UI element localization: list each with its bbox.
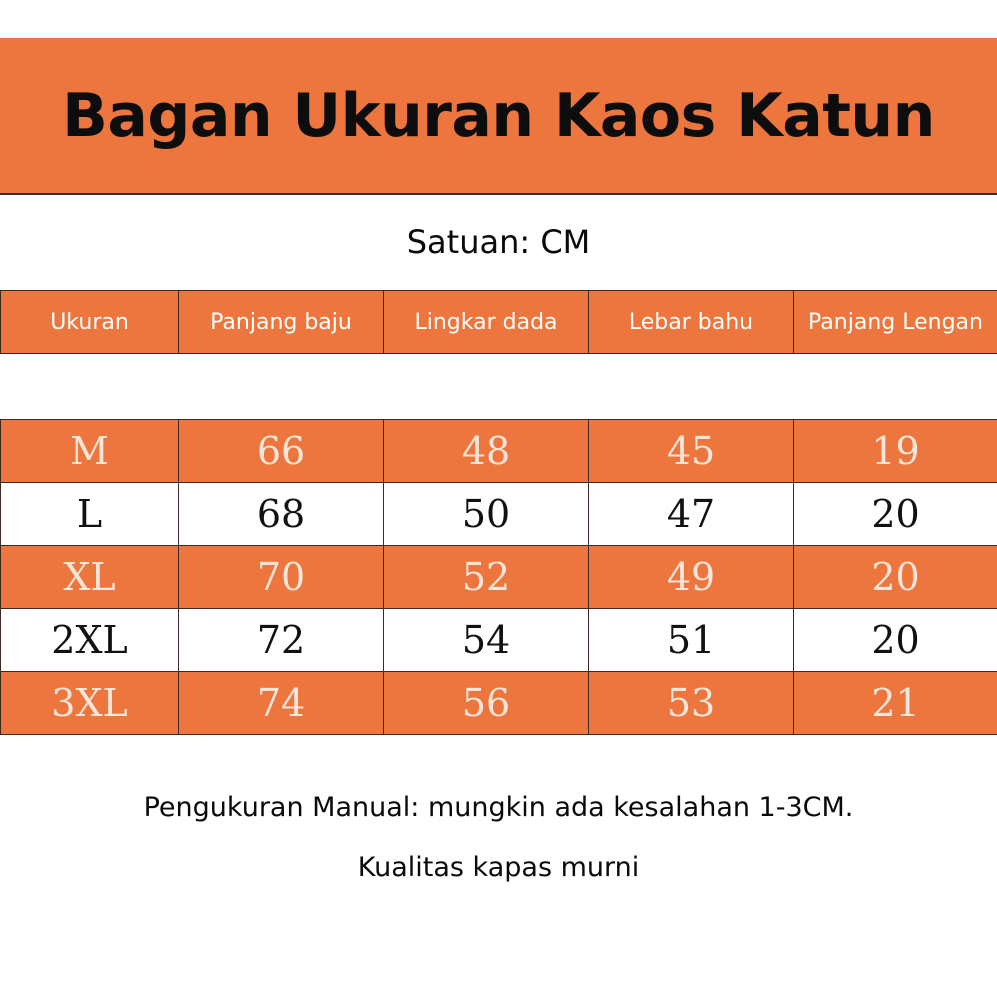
table-cell: 53 xyxy=(589,672,794,735)
header-row xyxy=(1,291,997,354)
title-banner xyxy=(0,38,997,195)
table-cell: 52 xyxy=(384,546,589,609)
header-cell-shirt-length: Panjang baju xyxy=(179,291,384,354)
table-row xyxy=(1,672,997,735)
table-cell: M xyxy=(1,420,179,483)
table-row xyxy=(1,546,997,609)
header-cell-size: Ukuran xyxy=(1,291,179,354)
page-title: Bagan Ukuran Kaos Katun xyxy=(62,80,935,151)
table-cell: 2XL xyxy=(1,609,179,672)
header-cell-sleeve-length: Panjang Lengan xyxy=(794,291,997,354)
table-cell: 48 xyxy=(384,420,589,483)
table-cell: 45 xyxy=(589,420,794,483)
table-cell: 51 xyxy=(589,609,794,672)
table-cell: L xyxy=(1,483,179,546)
table-cell: 66 xyxy=(179,420,384,483)
notes xyxy=(0,780,997,900)
table-cell: 21 xyxy=(794,672,997,735)
header-cell-shoulder: Lebar bahu xyxy=(589,291,794,354)
table-cell: 54 xyxy=(384,609,589,672)
table-cell: 20 xyxy=(794,546,997,609)
quality-note: Kualitas kapas murni xyxy=(357,852,640,883)
table-cell: 20 xyxy=(794,609,997,672)
table-cell: 68 xyxy=(179,483,384,546)
header-cell-chest: Lingkar dada xyxy=(384,291,589,354)
table-cell: 50 xyxy=(384,483,589,546)
table-cell: 20 xyxy=(794,483,997,546)
table-cell: 3XL xyxy=(1,672,179,735)
size-table-body xyxy=(0,419,997,735)
table-cell: 56 xyxy=(384,672,589,735)
table-row xyxy=(1,609,997,672)
table-row xyxy=(1,483,997,546)
table-cell: 70 xyxy=(179,546,384,609)
table-cell: 49 xyxy=(589,546,794,609)
table-row xyxy=(1,420,997,483)
table-cell: 47 xyxy=(589,483,794,546)
table-cell: XL xyxy=(1,546,179,609)
table-cell: 74 xyxy=(179,672,384,735)
table-cell: 72 xyxy=(179,609,384,672)
measurement-note: Pengukuran Manual: mungkin ada kesalahan 1-3CM. xyxy=(143,792,854,823)
size-table-header xyxy=(0,290,997,354)
table-cell: 19 xyxy=(794,420,997,483)
unit-label: Satuan: CM xyxy=(406,223,591,261)
